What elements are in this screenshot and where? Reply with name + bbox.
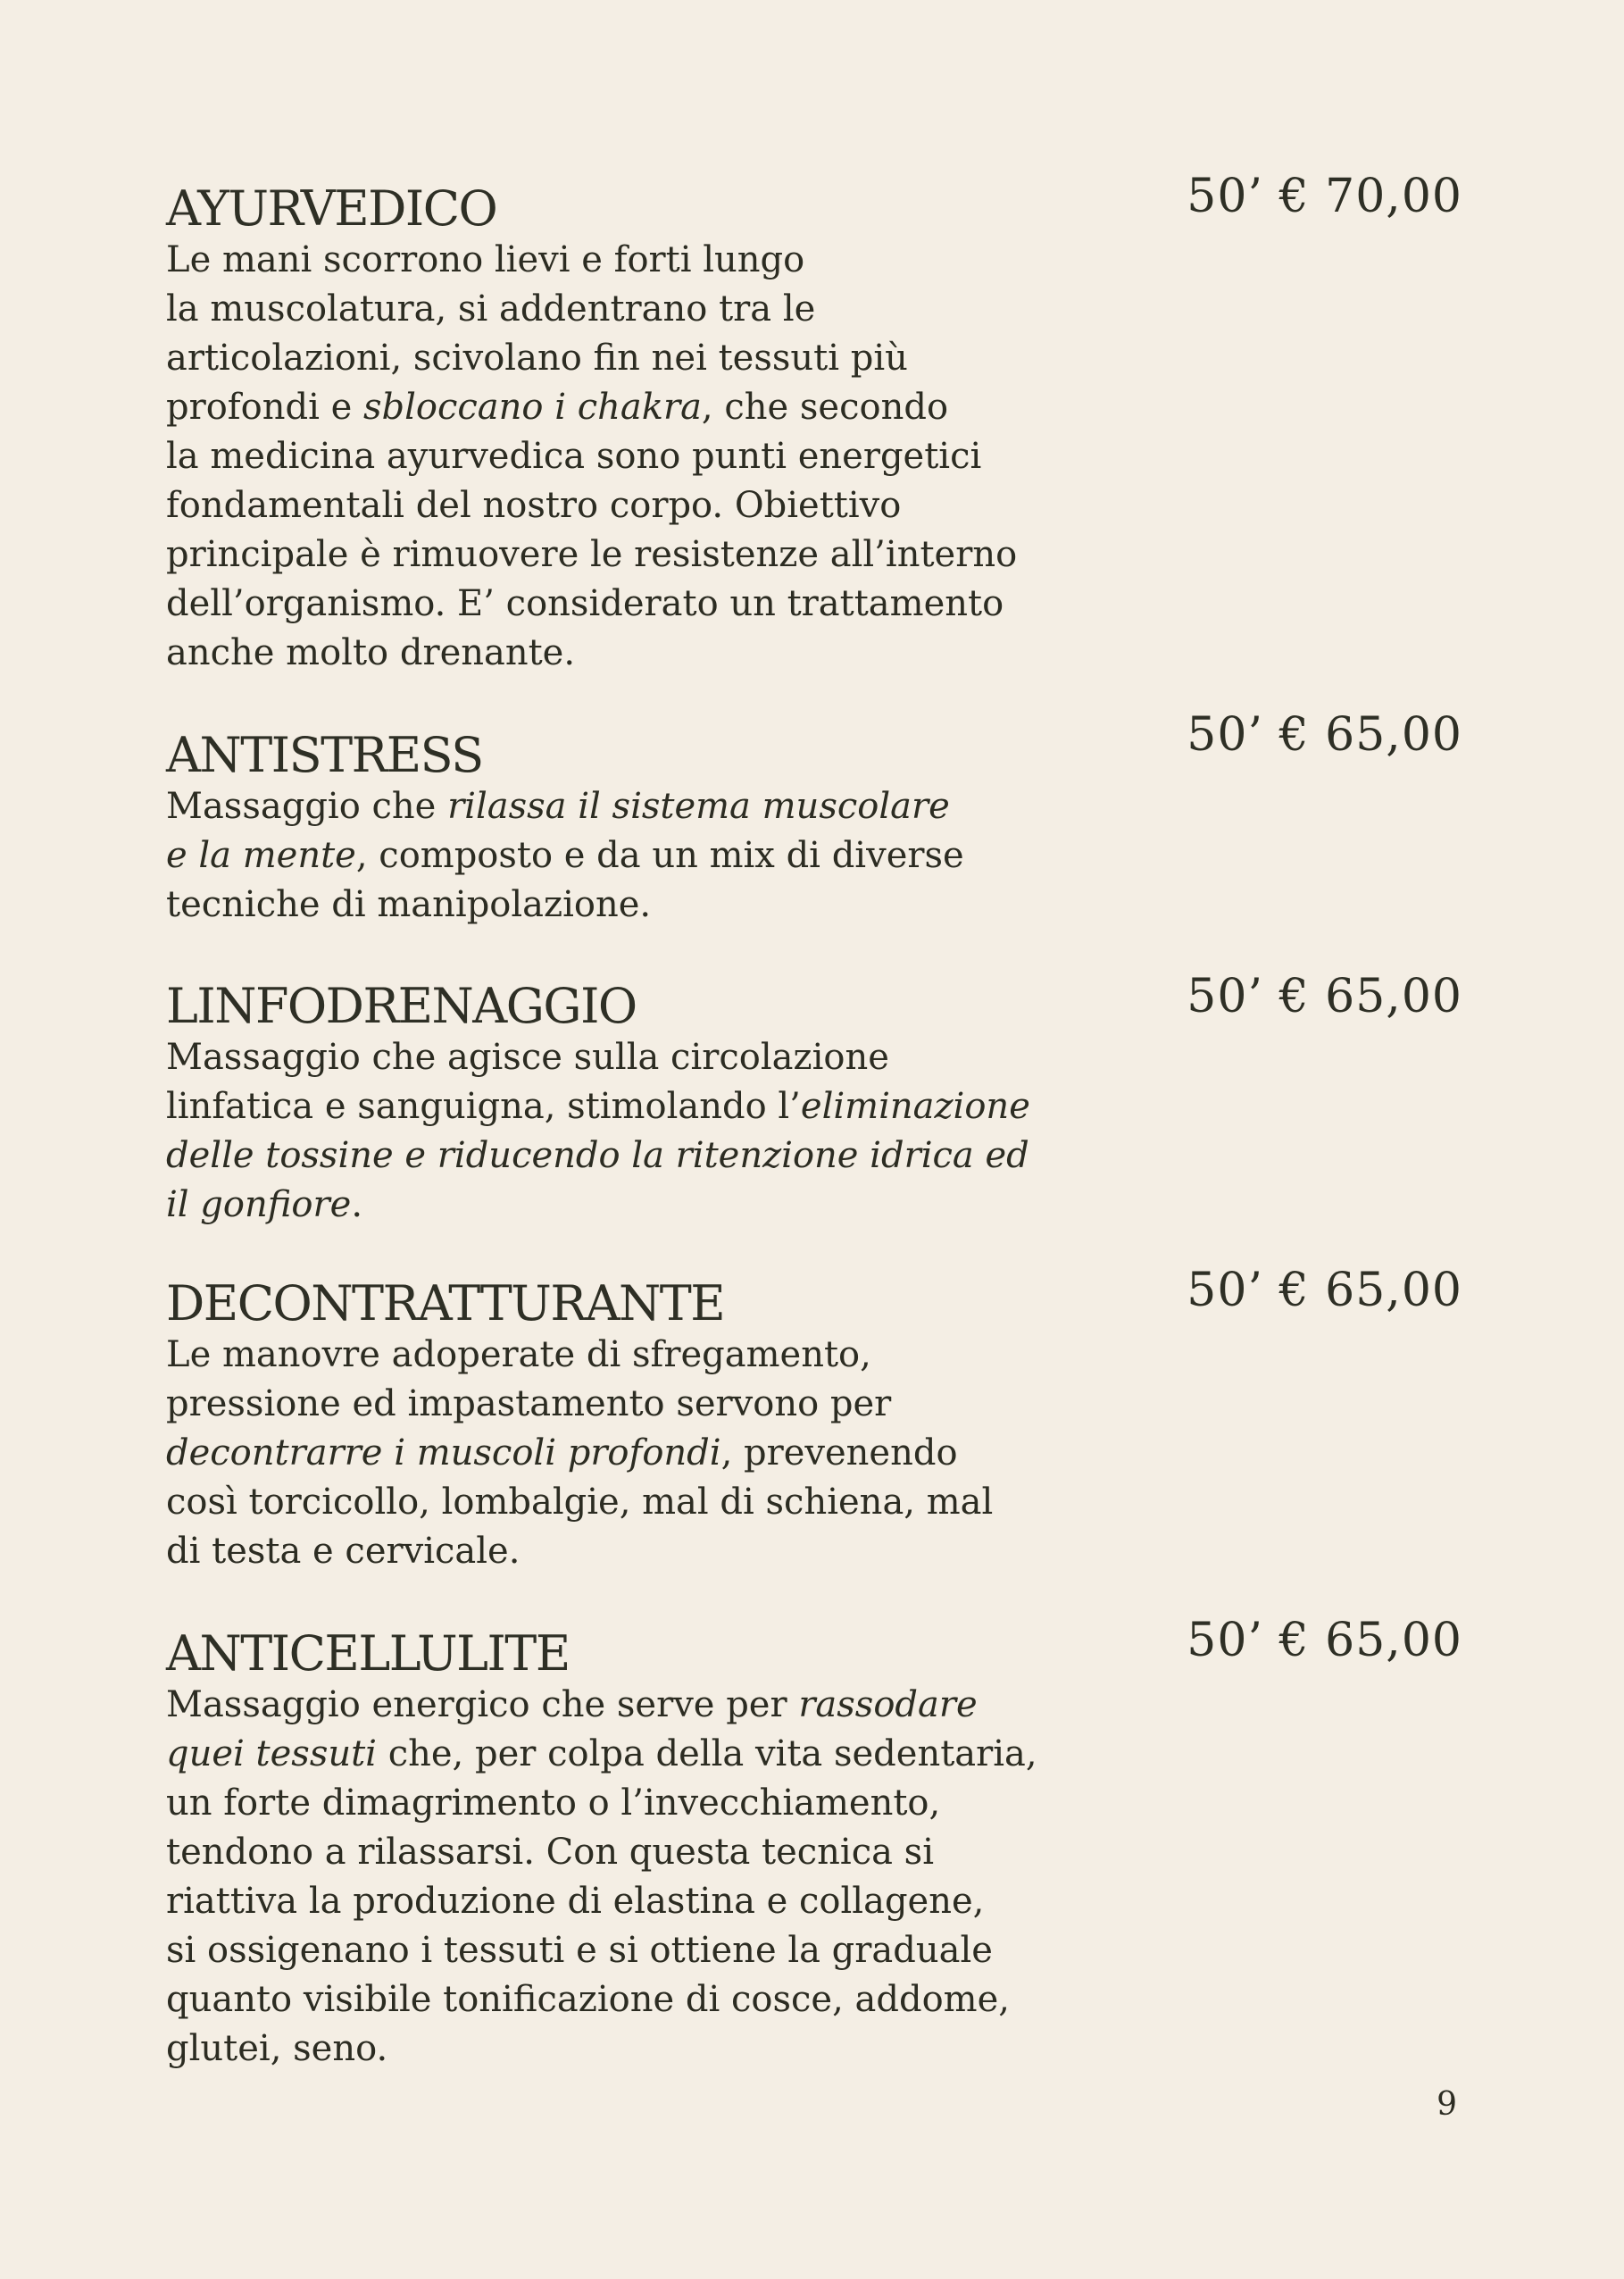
text-run: Massaggio che agisce sulla circolazione bbox=[166, 1037, 889, 1078]
description-line bbox=[166, 1926, 1095, 1975]
description-line bbox=[166, 530, 1095, 580]
emphasized-text: sbloccano i chakra bbox=[362, 387, 702, 428]
text-run: la medicina ayurvedica sono punti energetici bbox=[166, 436, 982, 477]
text-run: profondi e bbox=[166, 387, 363, 428]
description-line bbox=[166, 1082, 1095, 1131]
description-line bbox=[166, 1681, 1095, 1730]
text-run: così torcicollo, lombalgie, mal di schiena, mal bbox=[166, 1482, 994, 1523]
treatment-title: DECONTRATTURANTE bbox=[166, 1275, 725, 1332]
text-run: Massaggio energico che serve per bbox=[166, 1684, 799, 1725]
text-run: riattiva la produzione di elastina e collagene, bbox=[166, 1881, 985, 1922]
text-run: Massaggio che bbox=[166, 786, 448, 827]
treatment-ayurvedico bbox=[166, 182, 1470, 678]
text-run: la muscolatura, si addentrano tra le bbox=[166, 288, 816, 330]
text-run: pressione ed impastamento servono per bbox=[166, 1383, 892, 1424]
description-line bbox=[166, 236, 1095, 285]
treatment-title: LINFODRENAGGIO bbox=[166, 978, 637, 1034]
text-run: tendono a rilassarsi. Con questa tecnica si bbox=[166, 1832, 934, 1873]
description-line bbox=[166, 1527, 1095, 1576]
description-line bbox=[166, 1828, 1095, 1877]
description-line bbox=[166, 432, 1095, 481]
emphasized-text: eliminazione bbox=[800, 1086, 1030, 1127]
treatment-title: ANTICELLULITE bbox=[166, 1625, 570, 1682]
description-line bbox=[166, 1975, 1095, 2024]
treatment-price: 50’ € 65,00 bbox=[1187, 970, 1462, 1023]
text-run: , prevenendo bbox=[720, 1432, 958, 1473]
text-run: articolazioni, scivolano fin nei tessuti più bbox=[166, 338, 908, 379]
treatment-price: 50’ € 65,00 bbox=[1187, 1264, 1462, 1317]
description-line bbox=[166, 782, 1095, 831]
description-line bbox=[166, 1730, 1095, 1779]
text-run: fondamentali del nostro corpo. Obiettivo bbox=[166, 485, 902, 526]
text-run: tecniche di manipolazione. bbox=[166, 884, 652, 925]
description-line bbox=[166, 383, 1095, 432]
treatment-description bbox=[166, 1331, 1095, 1576]
text-run: , composto e da un mix di diverse bbox=[355, 835, 964, 876]
text-run: Le manovre adoperate di sfregamento, bbox=[166, 1334, 871, 1375]
emphasized-text: il gonfiore bbox=[166, 1184, 352, 1225]
text-run: anche molto drenante. bbox=[166, 632, 576, 673]
text-run: che, per colpa della vita sedentaria, bbox=[376, 1733, 1037, 1774]
treatment-description bbox=[166, 236, 1095, 678]
emphasized-text: rassodare bbox=[798, 1684, 978, 1725]
description-line bbox=[166, 1331, 1095, 1380]
description-line bbox=[166, 481, 1095, 530]
description-line bbox=[166, 1131, 1095, 1181]
text-run: glutei, seno. bbox=[166, 2028, 388, 2069]
treatment-title: ANTISTRESS bbox=[166, 727, 483, 783]
emphasized-text: e la mente bbox=[166, 835, 356, 876]
description-line bbox=[166, 1181, 1095, 1230]
text-run: si ossigenano i tessuti e si ottiene la graduale bbox=[166, 1930, 993, 1971]
text-run: di testa e cervicale. bbox=[166, 1531, 521, 1572]
description-line bbox=[166, 580, 1095, 629]
description-line bbox=[166, 1033, 1095, 1082]
text-run: , che secondo bbox=[701, 387, 949, 428]
text-run: un forte dimagrimento o l’invecchiamento, bbox=[166, 1782, 941, 1824]
page-number: 9 bbox=[1437, 2086, 1457, 2123]
emphasized-text: decontrarre i muscoli profondi bbox=[166, 1432, 721, 1473]
emphasized-text: delle tossine e riducendo la ritenzione idrica ed bbox=[166, 1135, 1029, 1176]
description-line bbox=[166, 881, 1095, 930]
description-line bbox=[166, 1779, 1095, 1828]
treatment-decontratturante bbox=[166, 1277, 1470, 1576]
treatment-description bbox=[166, 782, 1095, 930]
description-line bbox=[166, 1429, 1095, 1478]
description-line bbox=[166, 1478, 1095, 1527]
description-line bbox=[166, 2024, 1095, 2074]
emphasized-text: quei tessuti bbox=[166, 1733, 377, 1774]
text-run: dell’organismo. E’ considerato un trattamento bbox=[166, 583, 1004, 624]
description-line bbox=[166, 1877, 1095, 1926]
description-line bbox=[166, 831, 1095, 881]
description-line bbox=[166, 285, 1095, 334]
treatment-price: 50’ € 65,00 bbox=[1187, 1614, 1462, 1667]
treatment-title: AYURVEDICO bbox=[166, 180, 497, 237]
text-run: Le mani scorrono lievi e forti lungo bbox=[166, 239, 805, 280]
text-run: quanto visibile tonificazione di cosce, addome, bbox=[166, 1979, 1010, 2020]
treatment-price: 50’ € 70,00 bbox=[1187, 170, 1462, 223]
description-line bbox=[166, 629, 1095, 678]
treatment-description bbox=[166, 1033, 1095, 1230]
text-run: . bbox=[351, 1184, 363, 1225]
treatment-price: 50’ € 65,00 bbox=[1187, 708, 1462, 762]
treatment-anticellulite bbox=[166, 1627, 1470, 2074]
description-line bbox=[166, 334, 1095, 383]
text-run: principale è rimuovere le resistenze all’interno bbox=[166, 534, 1018, 575]
description-line bbox=[166, 1380, 1095, 1429]
emphasized-text: rilassa il sistema muscolare bbox=[447, 786, 950, 827]
text-run: linfatica e sanguigna, stimolando l’ bbox=[166, 1086, 801, 1127]
treatment-description bbox=[166, 1681, 1095, 2074]
